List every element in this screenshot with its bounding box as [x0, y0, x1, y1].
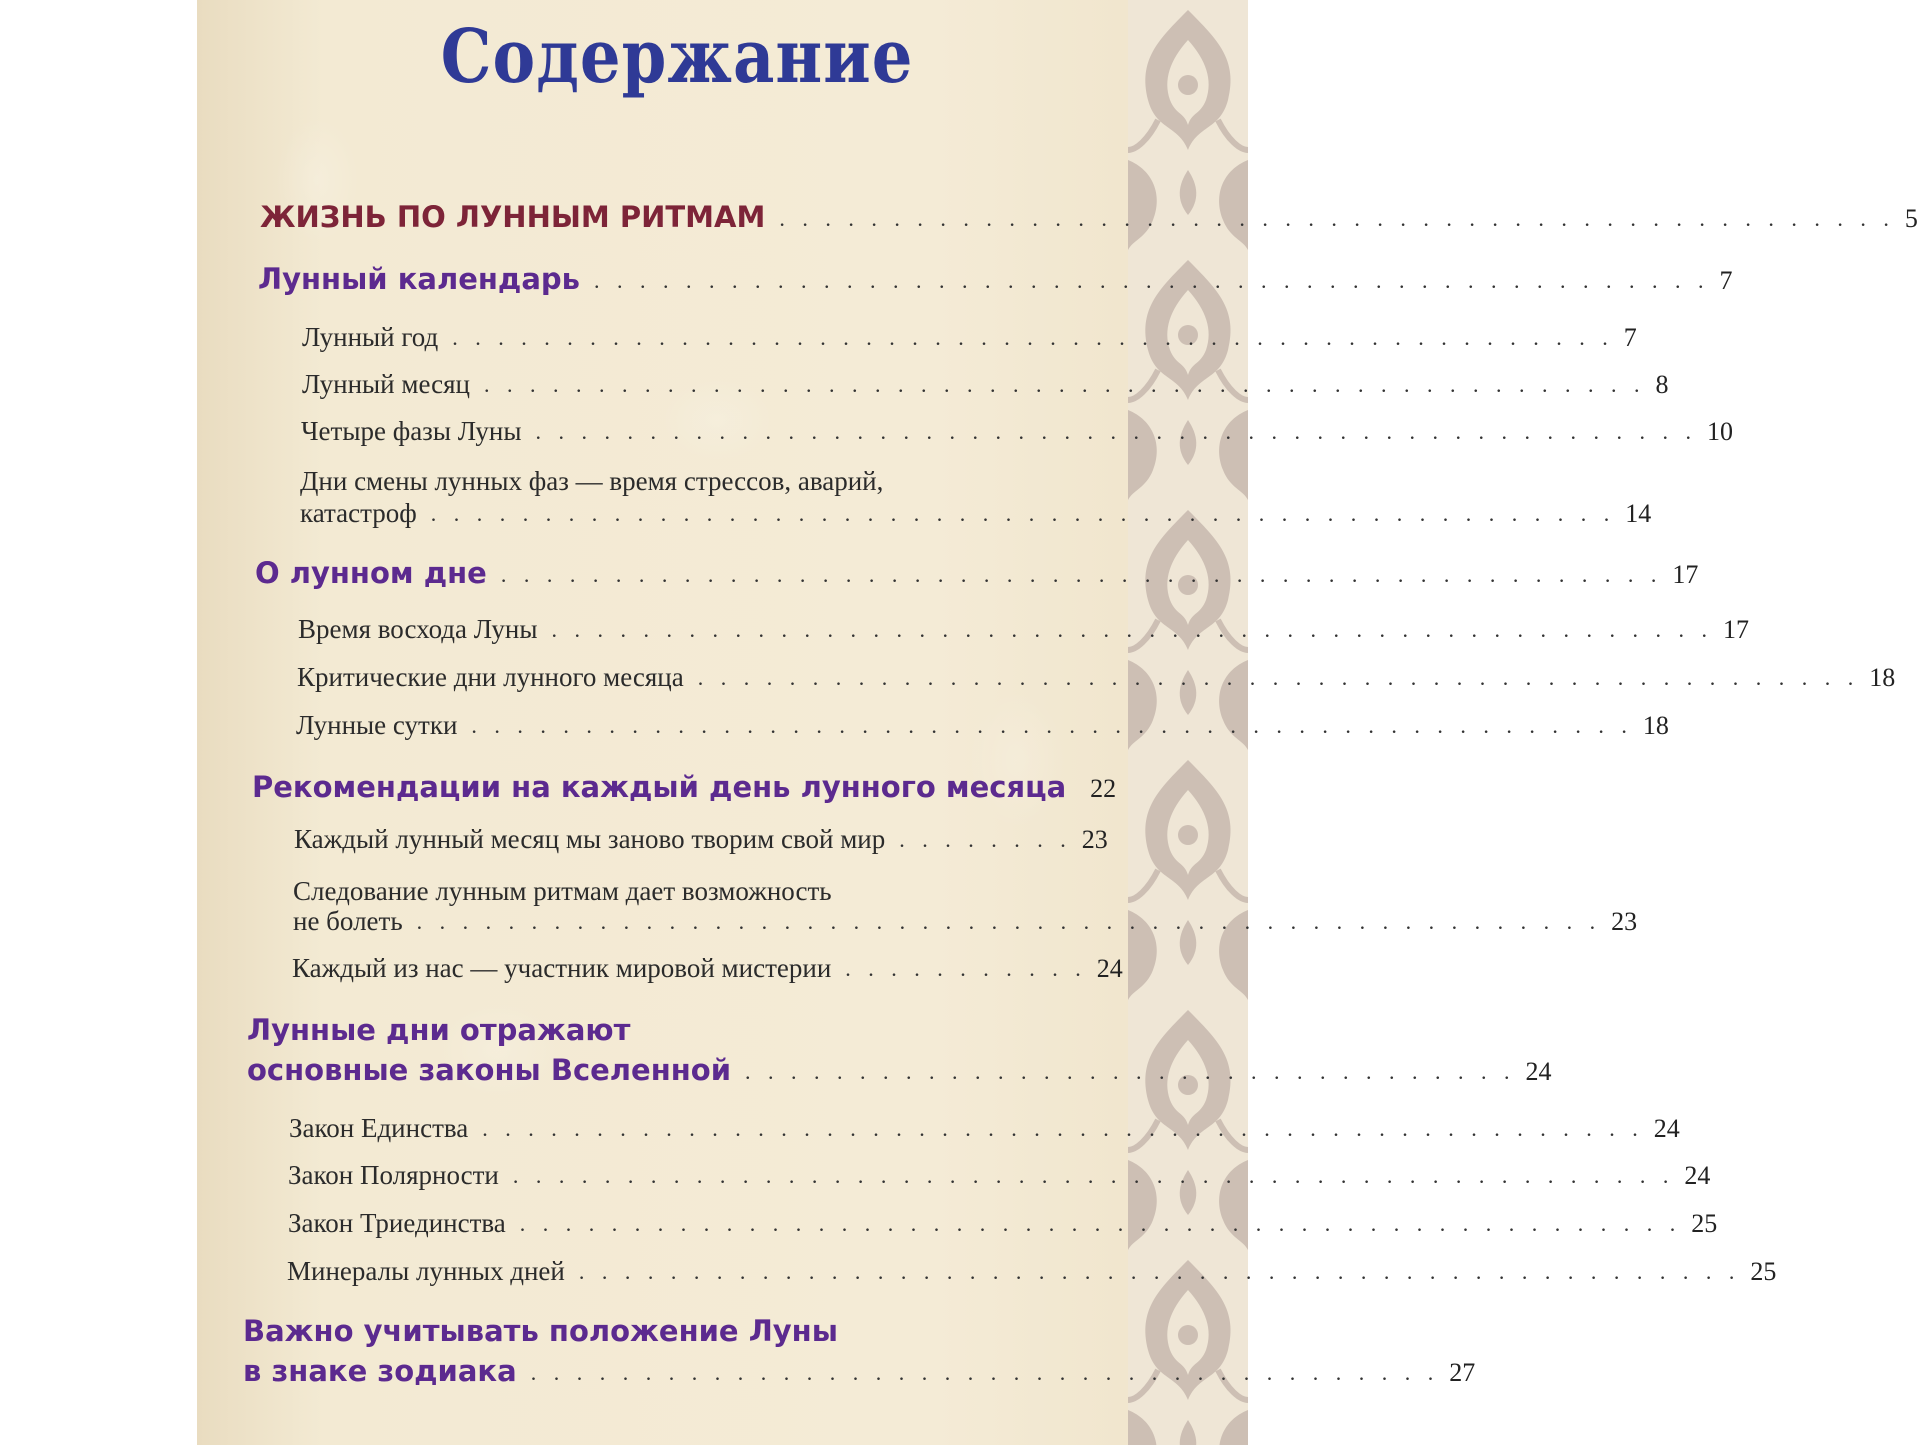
dot-leader: . . . . . . . . . . . . . . . . . . . . . . . . . . . . . . . . . . . . . . . . . . . . . . . . . . .: [500, 562, 1663, 587]
toc-page-number: 18: [1869, 663, 1896, 692]
book-page: [197, 0, 1918, 1445]
page-title: Содержание: [440, 14, 914, 101]
toc-page-number: 7: [1623, 323, 1637, 352]
dot-leader: . . . . . . . . . . . . . . . . . . . . . . . . . . . . . . . . . . . . . . . . . . . . . . . . . . .: [578, 1259, 1741, 1284]
toc-page-number: 27: [1449, 1358, 1476, 1387]
dot-leader: . . . . . . . . . . . . . . . . . . . . . . . . . . . . . . . . . .: [745, 1059, 1516, 1084]
dot-leader: . . . . . . . . . . . . . . . . . . . . . . . . . . . . . . . . . . . . . . . . . . . . . . . . . . .: [535, 419, 1697, 444]
toc-page-number: 25: [1691, 1209, 1718, 1238]
toc-entry-label: Закон Полярности: [288, 1160, 499, 1190]
toc-entry-label: Минералы лунных дней: [287, 1256, 565, 1286]
toc-page-number: 8: [1655, 370, 1669, 399]
toc-entry-2[interactable]: [258, 262, 1733, 296]
dot-leader: . . . . . . . . . . . . . . . . . . . . . . . . . . . . . . . . . . . . . . . . . . . . . . . . . . . .: [430, 501, 1616, 526]
toc-page-number: 17: [1723, 615, 1750, 644]
toc-entry-15-line1: Лунные дни отражают: [247, 1013, 631, 1047]
dot-leader: . . . . . . . . . . . . . . . . . . . . . . . . . . . . . . . . . . . . . . . . . . . . . . . . . . .: [551, 617, 1714, 642]
dot-leader: . . . . . . . . . . .: [845, 956, 1087, 981]
toc-entry-20[interactable]: [243, 1354, 1476, 1388]
toc-entry-9[interactable]: [297, 662, 1896, 693]
toc-entry-7[interactable]: [255, 556, 1699, 590]
toc-entry-19[interactable]: [287, 1256, 1777, 1287]
toc-page-number: 23: [1611, 907, 1638, 936]
toc-entry-3[interactable]: [302, 322, 1637, 353]
toc-page-number: 10: [1706, 417, 1733, 446]
dot-leader: . . . . . . . . . . . . . . . . . . . . . . . . . . . . . . . . . . . . . . . . . . . . . . . . . . .: [512, 1163, 1675, 1188]
toc-page-number: 24: [1653, 1114, 1680, 1143]
toc-entry-15[interactable]: [247, 1053, 1552, 1087]
toc-entry-label: основные законы Вселенной: [247, 1053, 732, 1087]
toc-page-number: 18: [1642, 711, 1669, 740]
toc-entry-label: Время восхода Луны: [298, 614, 538, 644]
toc-entry-5[interactable]: [301, 416, 1733, 447]
dot-leader: . . . . . . . . . . . . . . . . . . . . . . . . . . . . . . . . . . . . . . . . . . . . . . . . . . .: [452, 325, 1614, 350]
toc-entry-16[interactable]: [289, 1113, 1680, 1144]
toc-entry-label: Закон Единства: [289, 1113, 469, 1143]
toc-entry-label: Лунный год: [302, 322, 439, 352]
toc-entry-label: не болеть: [293, 906, 403, 936]
toc-entry-label: Закон Триединства: [288, 1208, 506, 1238]
dot-leader: . . . . . . . . . . . . . . . . . . . . . . . . . . . . . . . . . . . . . . . .: [530, 1360, 1440, 1385]
toc-entry-17[interactable]: [288, 1160, 1711, 1191]
dot-leader: . . . . . . . . . . . . . . . . . . . . . . . . . . . . . . . . . . . . . . . . . . . . . . . . . . . .: [416, 909, 1602, 934]
toc-entry-18[interactable]: [288, 1208, 1718, 1239]
toc-entry-label: катастроф: [300, 498, 417, 528]
dot-leader: . . . . . . . . . . . . . . . . . . . . . . . . . . . . . . . . . . . . . . . . . . . . . . . . . . .: [471, 713, 1633, 738]
toc-entry-8[interactable]: [298, 614, 1750, 645]
toc-page-number: 24: [1525, 1057, 1552, 1086]
toc-entry-label: Четыре фазы Луны: [301, 416, 522, 446]
toc-entry-label: ЖИЗНЬ ПО ЛУННЫМ РИТМАМ: [260, 200, 766, 234]
toc-page-number: 25: [1750, 1257, 1777, 1286]
toc-page-number: 22: [1090, 774, 1117, 803]
dot-leader: . . . . . . . . . . . . . . . . . . . . . . . . . . . . . . . . . . . . . . . . . . . . . . . . . . .: [519, 1211, 1682, 1236]
toc-page-number: 24: [1684, 1161, 1711, 1190]
toc-entry-4[interactable]: [302, 369, 1669, 400]
toc-entry-13-line1: Следование лунным ритмам дает возможность: [293, 876, 832, 906]
toc-entry-label: Лунные сутки: [296, 710, 458, 740]
dot-leader: . . . . . . . . . . . . . . . . . . . . . . . . . . . . . . . . . . . . . . . . . . . . . . . . .: [779, 206, 1895, 231]
toc-entry-label: в знаке зодиака: [243, 1354, 517, 1388]
toc-entry-label: О лунном дне: [255, 556, 487, 590]
toc-entry-13[interactable]: [293, 906, 1638, 937]
toc-page-number: 23: [1081, 825, 1108, 854]
toc-entry-label: Лунный месяц: [302, 369, 470, 399]
toc-page-number: 24: [1096, 954, 1123, 983]
dot-leader: . . . . . . . . . . . . . . . . . . . . . . . . . . . . . . . . . . . . . . . . . . . . . . . . . . .: [697, 665, 1860, 690]
toc-entry-6-line1: Дни смены лунных фаз — время стрессов, аварий,: [300, 466, 884, 496]
toc-page-number: 14: [1625, 499, 1652, 528]
toc-entry-10[interactable]: [296, 710, 1669, 741]
dot-leader: . . . . . . . .: [899, 827, 1072, 852]
dot-leader: . . . . . . . . . . . . . . . . . . . . . . . . . . . . . . . . . . . . . . . . . . . . . . . . . . .: [482, 1116, 1644, 1141]
toc-entry-20-line1: Важно учитывать положение Луны: [243, 1314, 838, 1348]
toc-entry-14[interactable]: [292, 953, 1123, 984]
dot-leader: . . . . . . . . . . . . . . . . . . . . . . . . . . . . . . . . . . . . . . . . . . . . . . . . . . .: [483, 372, 1646, 397]
toc-entry-6[interactable]: [300, 498, 1652, 529]
toc-entry-label: Рекомендации на каждый день лунного месяца: [252, 770, 1067, 804]
toc-entry-12[interactable]: [294, 824, 1108, 855]
toc-page-number: 17: [1672, 560, 1699, 589]
toc-page-number: 5: [1904, 204, 1918, 233]
toc-entry-label: Каждый лунный месяц мы заново творим свой мир: [294, 824, 886, 854]
dot-leader: . . . . . . . . . . . . . . . . . . . . . . . . . . . . . . . . . . . . . . . . . . . . . . . . .: [594, 268, 1710, 293]
toc-entry-label: Лунный календарь: [258, 262, 580, 296]
toc-page-number: 7: [1719, 266, 1733, 295]
toc-entry-label: Каждый из нас — участник мировой мистерии: [292, 953, 832, 983]
toc-entry-label: Критические дни лунного месяца: [297, 662, 684, 692]
toc-entry-1[interactable]: [260, 200, 1918, 234]
toc-entry-11[interactable]: [252, 770, 1117, 804]
